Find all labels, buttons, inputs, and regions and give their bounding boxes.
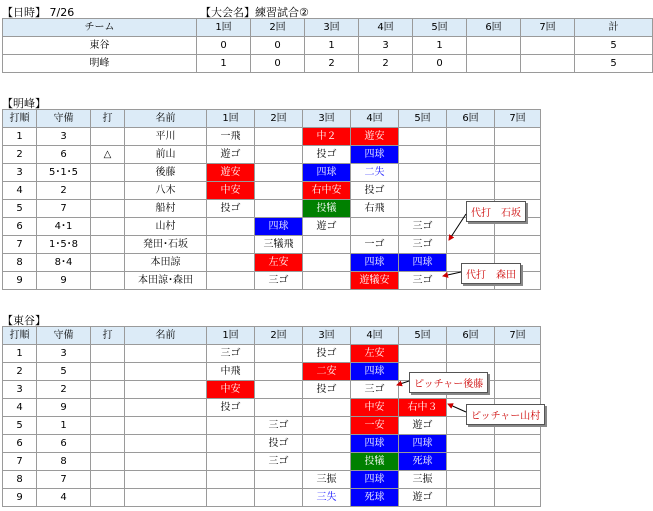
batting-order: 2 bbox=[3, 146, 37, 164]
at-bat-result bbox=[447, 236, 495, 254]
team-a-title: 【明峰】 bbox=[2, 97, 46, 110]
position: 2 bbox=[37, 381, 91, 399]
at-bat-result bbox=[207, 489, 255, 507]
at-bat-result bbox=[399, 128, 447, 146]
player-name: 後藤 bbox=[125, 164, 207, 182]
bat-header: 打 bbox=[91, 110, 125, 128]
bat-mark bbox=[91, 435, 125, 453]
at-bat-result bbox=[255, 399, 303, 417]
inning-header: 7回 bbox=[495, 327, 541, 345]
meet-value: 練習試合② bbox=[255, 6, 309, 19]
inning-score: 0 bbox=[197, 37, 251, 55]
at-bat-result: 四球 bbox=[399, 254, 447, 272]
at-bat-result bbox=[207, 453, 255, 471]
pitcher-change-note: ピッチャー山村 bbox=[466, 404, 545, 425]
at-bat-result: 右中３ bbox=[399, 399, 447, 417]
batting-header-row bbox=[3, 110, 541, 128]
at-bat-result bbox=[447, 471, 495, 489]
at-bat-result bbox=[255, 146, 303, 164]
batting-order: 6 bbox=[3, 435, 37, 453]
at-bat-result bbox=[399, 200, 447, 218]
at-bat-result: 三振 bbox=[303, 471, 351, 489]
at-bat-result: 投ゴ bbox=[303, 146, 351, 164]
bat-mark bbox=[91, 363, 125, 381]
at-bat-result: 四球 bbox=[303, 164, 351, 182]
inning-header: 2回 bbox=[251, 19, 305, 37]
at-bat-result: 投ゴ bbox=[207, 200, 255, 218]
at-bat-result: 三ゴ bbox=[255, 453, 303, 471]
total-header: 計 bbox=[575, 19, 653, 37]
pinch-hitter-note: 代打 森田 bbox=[461, 263, 521, 284]
bat-mark bbox=[91, 200, 125, 218]
position: 3 bbox=[37, 128, 91, 146]
inning-score: 0 bbox=[251, 37, 305, 55]
at-bat-result: 四球 bbox=[399, 435, 447, 453]
bat-mark bbox=[91, 381, 125, 399]
order-header: 打順 bbox=[3, 110, 37, 128]
pinch-hitter-note: 代打 石坂 bbox=[466, 201, 526, 222]
at-bat-result bbox=[447, 182, 495, 200]
at-bat-result bbox=[447, 489, 495, 507]
at-bat-result bbox=[303, 453, 351, 471]
at-bat-result bbox=[447, 345, 495, 363]
position: 1 bbox=[37, 417, 91, 435]
position: 8･4 bbox=[37, 254, 91, 272]
at-bat-result: 遊ゴ bbox=[207, 146, 255, 164]
bat-mark bbox=[91, 471, 125, 489]
inning-score: 0 bbox=[413, 55, 467, 73]
batting-order: 8 bbox=[3, 471, 37, 489]
batter-row bbox=[3, 471, 541, 489]
inning-score bbox=[521, 55, 575, 73]
at-bat-result bbox=[255, 200, 303, 218]
position: 9 bbox=[37, 272, 91, 290]
meet-label: 【大会名】練習試合② bbox=[200, 6, 309, 19]
inning-header: 4回 bbox=[351, 327, 399, 345]
at-bat-result: 中安 bbox=[351, 399, 399, 417]
at-bat-result: 一ゴ bbox=[351, 236, 399, 254]
date-value: 7/26 bbox=[49, 6, 75, 19]
bat-header: 打 bbox=[91, 327, 125, 345]
inning-header: 3回 bbox=[303, 110, 351, 128]
total-score: 5 bbox=[575, 37, 653, 55]
bat-mark bbox=[91, 236, 125, 254]
at-bat-result: 三失 bbox=[303, 489, 351, 507]
batter-row bbox=[3, 200, 541, 218]
bat-mark bbox=[91, 417, 125, 435]
at-bat-result bbox=[495, 453, 541, 471]
pitcher-change-note: ピッチャー後藤 bbox=[409, 372, 488, 393]
player-name: 発田･石坂 bbox=[125, 236, 207, 254]
at-bat-result: 中２ bbox=[303, 128, 351, 146]
at-bat-result bbox=[303, 272, 351, 290]
batting-header-row bbox=[3, 327, 541, 345]
batter-row bbox=[3, 164, 541, 182]
batter-row bbox=[3, 399, 541, 417]
at-bat-result: 左安 bbox=[351, 345, 399, 363]
player-name: 平川 bbox=[125, 128, 207, 146]
inning-score: 3 bbox=[359, 37, 413, 55]
at-bat-result: 三ゴ bbox=[255, 272, 303, 290]
at-bat-result bbox=[207, 417, 255, 435]
at-bat-result: 死球 bbox=[351, 489, 399, 507]
at-bat-result: 三振 bbox=[399, 471, 447, 489]
position: 5 bbox=[37, 363, 91, 381]
at-bat-result: 四球 bbox=[351, 146, 399, 164]
at-bat-result: 死球 bbox=[399, 453, 447, 471]
at-bat-result: 三ゴ bbox=[399, 218, 447, 236]
at-bat-result bbox=[207, 236, 255, 254]
at-bat-result bbox=[255, 381, 303, 399]
batting-order: 4 bbox=[3, 399, 37, 417]
inning-header: 1回 bbox=[207, 110, 255, 128]
position: 2 bbox=[37, 182, 91, 200]
at-bat-result: 四球 bbox=[351, 363, 399, 381]
at-bat-result: 三ゴ bbox=[207, 345, 255, 363]
at-bat-result bbox=[495, 471, 541, 489]
inning-header: 2回 bbox=[255, 110, 303, 128]
batting-order: 3 bbox=[3, 164, 37, 182]
at-bat-result bbox=[255, 363, 303, 381]
scoreboard-table bbox=[2, 18, 653, 73]
position: 6 bbox=[37, 146, 91, 164]
inning-header: 4回 bbox=[351, 110, 399, 128]
inning-score: 0 bbox=[251, 55, 305, 73]
player-name: 船村 bbox=[125, 200, 207, 218]
at-bat-result: 三ゴ bbox=[399, 236, 447, 254]
at-bat-result: 中安 bbox=[207, 381, 255, 399]
position: 8 bbox=[37, 453, 91, 471]
at-bat-result bbox=[495, 236, 541, 254]
at-bat-result: 二安 bbox=[303, 363, 351, 381]
position: 4･1 bbox=[37, 218, 91, 236]
inning-header: 6回 bbox=[447, 327, 495, 345]
player-name: 本田諒 bbox=[125, 254, 207, 272]
bat-mark: △ bbox=[91, 146, 125, 164]
team-name: 東谷 bbox=[3, 37, 197, 55]
at-bat-result: 三ゴ bbox=[399, 272, 447, 290]
bat-mark bbox=[91, 128, 125, 146]
player-name: 山村 bbox=[125, 218, 207, 236]
at-bat-result bbox=[303, 399, 351, 417]
team-header: チーム bbox=[3, 19, 197, 37]
at-bat-result: 一飛 bbox=[207, 128, 255, 146]
at-bat-result bbox=[447, 164, 495, 182]
batter-row bbox=[3, 182, 541, 200]
at-bat-result bbox=[495, 182, 541, 200]
batting-order: 1 bbox=[3, 128, 37, 146]
at-bat-result: 遊安 bbox=[351, 128, 399, 146]
inning-score: 2 bbox=[305, 55, 359, 73]
at-bat-result: 四球 bbox=[351, 435, 399, 453]
bat-mark bbox=[91, 164, 125, 182]
position: 7 bbox=[37, 471, 91, 489]
bat-mark bbox=[91, 489, 125, 507]
at-bat-result: 三ゴ bbox=[255, 417, 303, 435]
batting-order: 7 bbox=[3, 236, 37, 254]
batter-row bbox=[3, 272, 541, 290]
batting-order: 5 bbox=[3, 200, 37, 218]
at-bat-result bbox=[303, 435, 351, 453]
at-bat-result: 投ゴ bbox=[207, 399, 255, 417]
batting-order: 9 bbox=[3, 489, 37, 507]
inning-header: 5回 bbox=[413, 19, 467, 37]
at-bat-result: 遊犠安 bbox=[351, 272, 399, 290]
inning-header: 6回 bbox=[447, 110, 495, 128]
batter-row bbox=[3, 489, 541, 507]
player-name bbox=[125, 363, 207, 381]
batting-order: 2 bbox=[3, 363, 37, 381]
at-bat-result bbox=[255, 489, 303, 507]
team-name: 明峰 bbox=[3, 55, 197, 73]
player-name bbox=[125, 399, 207, 417]
inning-score: 2 bbox=[359, 55, 413, 73]
position: 5･1･5 bbox=[37, 164, 91, 182]
at-bat-result: 中安 bbox=[207, 182, 255, 200]
inning-header: 4回 bbox=[359, 19, 413, 37]
batter-row bbox=[3, 128, 541, 146]
scoreboard-header bbox=[3, 19, 653, 37]
position-header: 守備 bbox=[37, 327, 91, 345]
at-bat-result bbox=[207, 435, 255, 453]
batting-order: 6 bbox=[3, 218, 37, 236]
at-bat-result bbox=[447, 128, 495, 146]
at-bat-result bbox=[303, 236, 351, 254]
order-header: 打順 bbox=[3, 327, 37, 345]
at-bat-result bbox=[495, 363, 541, 381]
at-bat-result bbox=[207, 218, 255, 236]
position-header: 守備 bbox=[37, 110, 91, 128]
at-bat-result: 投犠 bbox=[351, 453, 399, 471]
player-name bbox=[125, 435, 207, 453]
bat-mark bbox=[91, 453, 125, 471]
at-bat-result: 投ゴ bbox=[303, 345, 351, 363]
date-label: 【日時】 7/26 bbox=[2, 6, 75, 19]
inning-header: 3回 bbox=[303, 327, 351, 345]
inning-score bbox=[521, 37, 575, 55]
total-score: 5 bbox=[575, 55, 653, 73]
player-name: 八木 bbox=[125, 182, 207, 200]
position: 7 bbox=[37, 200, 91, 218]
at-bat-result: 右飛 bbox=[351, 200, 399, 218]
at-bat-result bbox=[495, 381, 541, 399]
batting-order: 8 bbox=[3, 254, 37, 272]
at-bat-result: 一安 bbox=[351, 417, 399, 435]
at-bat-result bbox=[255, 471, 303, 489]
score-row bbox=[3, 37, 653, 55]
inning-header: 3回 bbox=[305, 19, 359, 37]
batter-row bbox=[3, 453, 541, 471]
at-bat-result bbox=[495, 345, 541, 363]
at-bat-result bbox=[303, 417, 351, 435]
inning-header: 7回 bbox=[521, 19, 575, 37]
batting-order: 1 bbox=[3, 345, 37, 363]
name-header: 名前 bbox=[125, 327, 207, 345]
at-bat-result: 二失 bbox=[351, 164, 399, 182]
at-bat-result bbox=[399, 164, 447, 182]
batting-order: 5 bbox=[3, 417, 37, 435]
at-bat-result bbox=[255, 182, 303, 200]
inning-score: 1 bbox=[197, 55, 251, 73]
batter-row bbox=[3, 417, 541, 435]
inning-score bbox=[467, 55, 521, 73]
position: 4 bbox=[37, 489, 91, 507]
batter-row bbox=[3, 218, 541, 236]
at-bat-result bbox=[447, 435, 495, 453]
player-name bbox=[125, 417, 207, 435]
bat-mark bbox=[91, 182, 125, 200]
position: 1･5･8 bbox=[37, 236, 91, 254]
at-bat-result bbox=[495, 489, 541, 507]
position: 3 bbox=[37, 345, 91, 363]
bat-mark bbox=[91, 272, 125, 290]
batting-order: 9 bbox=[3, 272, 37, 290]
inning-score: 1 bbox=[413, 37, 467, 55]
inning-header: 7回 bbox=[495, 110, 541, 128]
team-b-batting-table bbox=[2, 326, 541, 507]
at-bat-result bbox=[399, 182, 447, 200]
at-bat-result: 中飛 bbox=[207, 363, 255, 381]
inning-header: 5回 bbox=[399, 327, 447, 345]
at-bat-result: 三ゴ bbox=[351, 381, 399, 399]
batting-order: 3 bbox=[3, 381, 37, 399]
inning-header: 1回 bbox=[207, 327, 255, 345]
batting-order: 4 bbox=[3, 182, 37, 200]
at-bat-result bbox=[351, 218, 399, 236]
batter-row bbox=[3, 146, 541, 164]
at-bat-result bbox=[303, 254, 351, 272]
at-bat-result: 遊ゴ bbox=[399, 489, 447, 507]
at-bat-result bbox=[447, 453, 495, 471]
at-bat-result: 四球 bbox=[351, 471, 399, 489]
at-bat-result bbox=[399, 345, 447, 363]
at-bat-result: 右中安 bbox=[303, 182, 351, 200]
bat-mark bbox=[91, 345, 125, 363]
bat-mark bbox=[91, 254, 125, 272]
at-bat-result: 四球 bbox=[351, 254, 399, 272]
at-bat-result: 投ゴ bbox=[303, 381, 351, 399]
batter-row bbox=[3, 254, 541, 272]
at-bat-result: 左安 bbox=[255, 254, 303, 272]
at-bat-result bbox=[207, 471, 255, 489]
at-bat-result bbox=[495, 164, 541, 182]
at-bat-result bbox=[495, 146, 541, 164]
inning-header: 1回 bbox=[197, 19, 251, 37]
at-bat-result bbox=[495, 435, 541, 453]
batter-row bbox=[3, 345, 541, 363]
at-bat-result bbox=[447, 146, 495, 164]
player-name bbox=[125, 453, 207, 471]
name-header: 名前 bbox=[125, 110, 207, 128]
at-bat-result: 遊ゴ bbox=[303, 218, 351, 236]
player-name bbox=[125, 381, 207, 399]
at-bat-result: 投ゴ bbox=[351, 182, 399, 200]
at-bat-result bbox=[255, 128, 303, 146]
at-bat-result bbox=[255, 164, 303, 182]
player-name: 前山 bbox=[125, 146, 207, 164]
inning-score: 1 bbox=[305, 37, 359, 55]
at-bat-result bbox=[495, 128, 541, 146]
player-name: 本田諒･森田 bbox=[125, 272, 207, 290]
batting-order: 7 bbox=[3, 453, 37, 471]
at-bat-result bbox=[207, 272, 255, 290]
at-bat-result bbox=[255, 345, 303, 363]
at-bat-result: 投ゴ bbox=[255, 435, 303, 453]
at-bat-result bbox=[399, 146, 447, 164]
at-bat-result: 三犠飛 bbox=[255, 236, 303, 254]
at-bat-result: 遊ゴ bbox=[399, 417, 447, 435]
inning-header: 5回 bbox=[399, 110, 447, 128]
at-bat-result: 投犠 bbox=[303, 200, 351, 218]
at-bat-result: 四球 bbox=[255, 218, 303, 236]
player-name bbox=[125, 345, 207, 363]
position: 6 bbox=[37, 435, 91, 453]
player-name bbox=[125, 471, 207, 489]
player-name bbox=[125, 489, 207, 507]
team-b-title: 【東谷】 bbox=[2, 314, 46, 327]
score-row bbox=[3, 55, 653, 73]
bat-mark bbox=[91, 218, 125, 236]
position: 9 bbox=[37, 399, 91, 417]
batter-row bbox=[3, 435, 541, 453]
bat-mark bbox=[91, 399, 125, 417]
inning-header: 2回 bbox=[255, 327, 303, 345]
inning-score bbox=[467, 37, 521, 55]
at-bat-result bbox=[207, 254, 255, 272]
at-bat-result: 遊安 bbox=[207, 164, 255, 182]
batter-row bbox=[3, 236, 541, 254]
inning-header: 6回 bbox=[467, 19, 521, 37]
